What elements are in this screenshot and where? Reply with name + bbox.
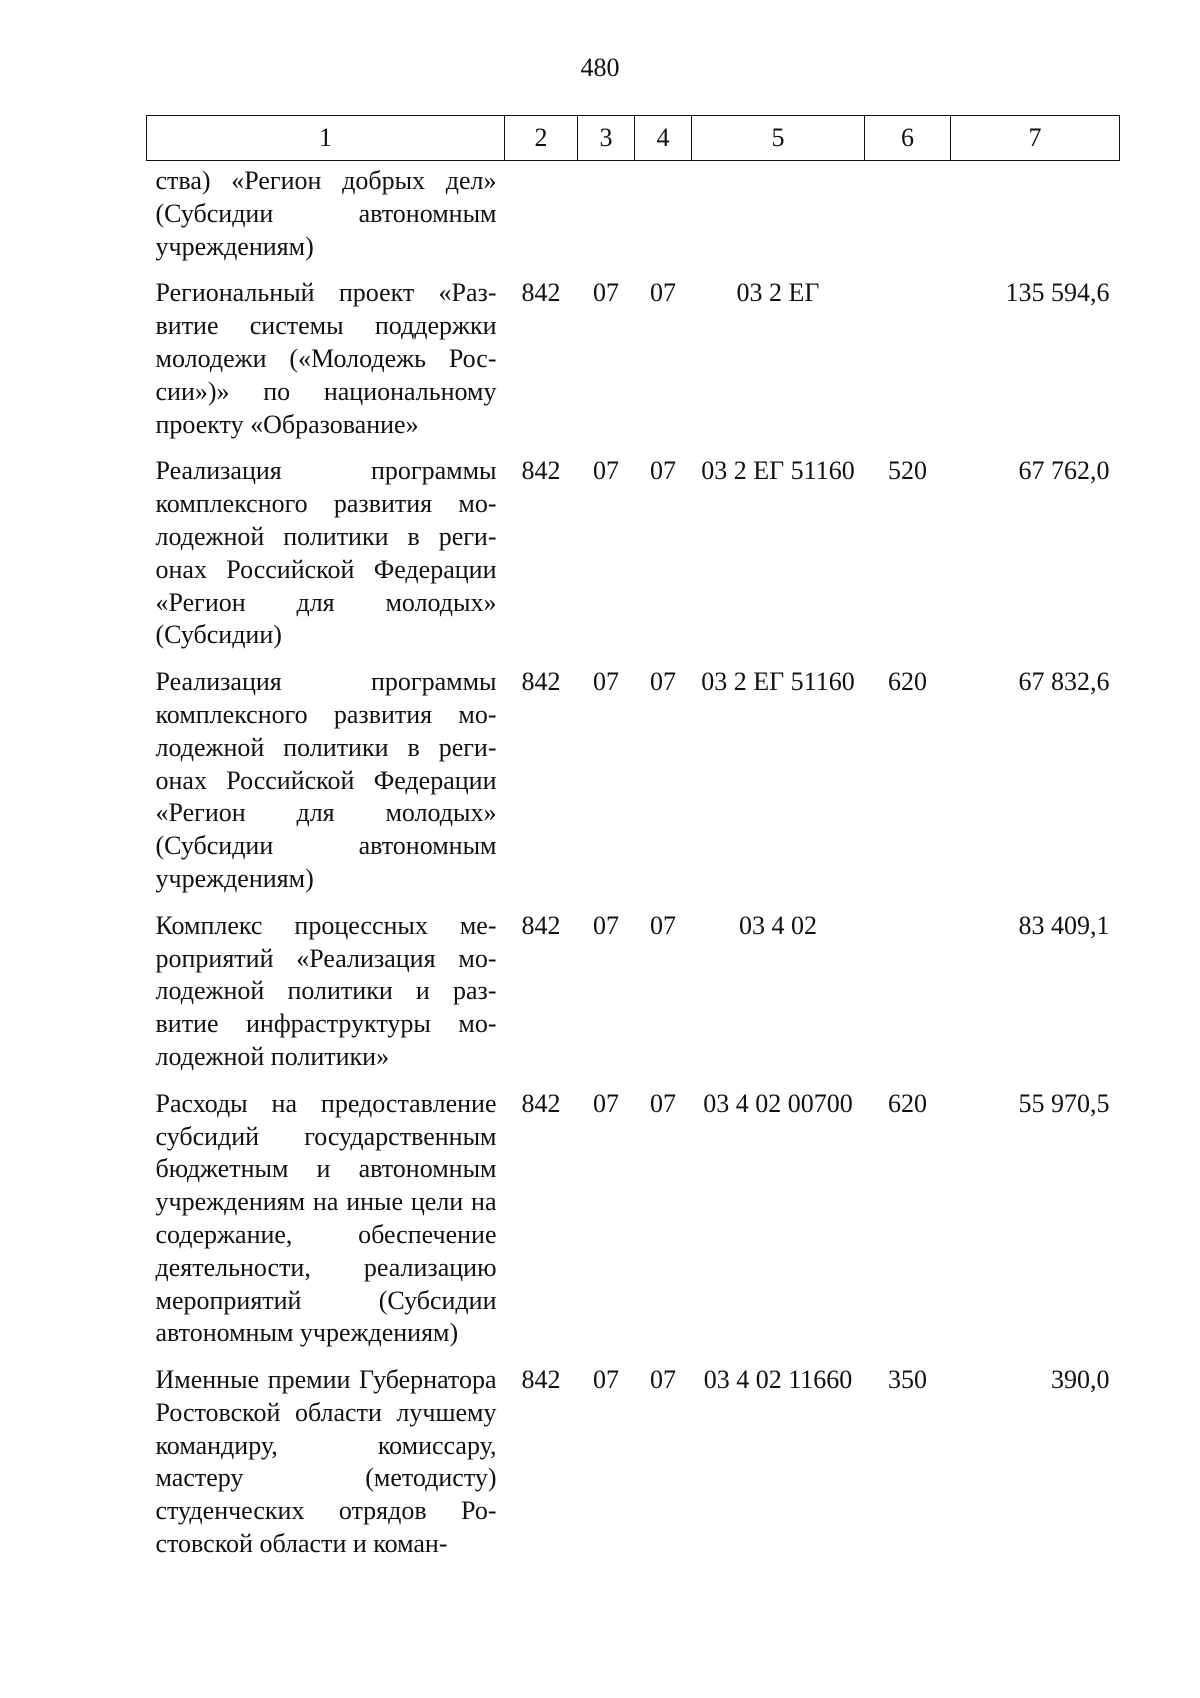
row-gr: 842 <box>521 1088 561 1118</box>
row-csr: 03 4 02 <box>739 910 817 940</box>
row-csr <box>692 161 865 278</box>
row-description: Реализация программы комплексного развития молодежной политики в регионах Российской Федерации «Регион для молодых» (Субсидии) <box>155 456 497 650</box>
row-csr: 03 4 02 11660 <box>703 1365 853 1395</box>
header-col-1: 1 <box>147 116 505 161</box>
row-rz: 07 <box>593 667 619 697</box>
row-gr <box>505 161 578 278</box>
row-gr: 842 <box>521 667 561 697</box>
row-vr: 620 <box>888 667 927 697</box>
row-rz: 07 <box>593 278 619 308</box>
row-pr: 07 <box>650 667 676 697</box>
header-col-5: 5 <box>692 116 865 161</box>
row-pr: 07 <box>650 1365 676 1395</box>
row-rz: 07 <box>593 910 619 940</box>
row-amount <box>951 161 1120 278</box>
row-vr: 620 <box>888 1088 927 1118</box>
row-gr: 842 <box>521 456 561 486</box>
row-rz <box>578 161 635 278</box>
header-row <box>147 116 1120 161</box>
table-row <box>147 666 1120 910</box>
row-rz: 07 <box>593 1088 619 1118</box>
row-rz: 07 <box>593 1365 619 1395</box>
row-csr: 03 4 02 00700 <box>703 1088 853 1118</box>
row-amount: 67 762,0 <box>1018 456 1110 486</box>
row-vr: 350 <box>888 1365 927 1395</box>
row-gr: 842 <box>521 1365 561 1395</box>
table-row <box>147 161 1120 278</box>
page-number: 480 <box>580 53 620 82</box>
row-pr: 07 <box>650 456 676 486</box>
budget-table <box>146 115 1120 1575</box>
table-row <box>147 277 1120 455</box>
row-pr: 07 <box>650 278 676 308</box>
row-rz: 07 <box>593 456 619 486</box>
row-description: Комплекс процессных мероприятий «Реализация молодежной политики и развитие инфраструктуры молодежной политики» <box>155 910 497 1071</box>
table-body <box>147 161 1120 1575</box>
row-pr: 07 <box>650 910 676 940</box>
row-description: Именные премии Губернатора Ростовской области лучшему командиру, комиссару, мастеру (методисту) студенческих отрядов Ростовской области и коман- <box>155 1365 497 1559</box>
table-row <box>147 1364 1120 1575</box>
row-description: Региональный проект «Развитие системы поддержки молодежи («Молодежь России»)» по национальному проекту «Образование» <box>155 278 497 439</box>
row-gr: 842 <box>521 278 561 308</box>
header-col-2: 2 <box>505 116 578 161</box>
row-amount: 83 409,1 <box>1018 910 1110 940</box>
row-description: ства) «Регион добрых дел» (Субсидии автономным учреждениям) <box>155 166 497 261</box>
table-header <box>147 116 1120 161</box>
table-row <box>147 455 1120 666</box>
row-vr <box>865 161 951 278</box>
row-vr <box>865 277 951 455</box>
header-col-3: 3 <box>578 116 635 161</box>
row-amount: 390,0 <box>1051 1365 1110 1395</box>
row-vr: 520 <box>888 456 927 486</box>
row-description: Реализация программы комплексного развития молодежной политики в регионах Российской Федерации «Регион для молодых» (Субсидии автономным учреждениям) <box>155 667 497 893</box>
row-amount: 67 832,6 <box>1018 667 1110 697</box>
header-col-7: 7 <box>951 116 1120 161</box>
row-pr <box>635 161 692 278</box>
row-csr: 03 2 ЕГ 51160 <box>701 456 855 486</box>
row-gr: 842 <box>521 910 561 940</box>
table-row <box>147 910 1120 1088</box>
row-amount: 135 594,6 <box>1005 278 1110 308</box>
row-description: Расходы на предоставление субсидий государственным бюджетным и автономным учреждениям на иные цели на содержание, обеспечение деятельности, реализацию мероприятий (Субсидии автономным учреждениям) <box>155 1088 497 1348</box>
row-csr: 03 2 ЕГ 51160 <box>701 667 855 697</box>
row-amount: 55 970,5 <box>1018 1088 1110 1118</box>
row-csr: 03 2 ЕГ <box>736 278 820 308</box>
table-row <box>147 1088 1120 1364</box>
row-pr: 07 <box>650 1088 676 1118</box>
header-col-4: 4 <box>635 116 692 161</box>
row-vr <box>865 910 951 1088</box>
header-col-6: 6 <box>865 116 951 161</box>
